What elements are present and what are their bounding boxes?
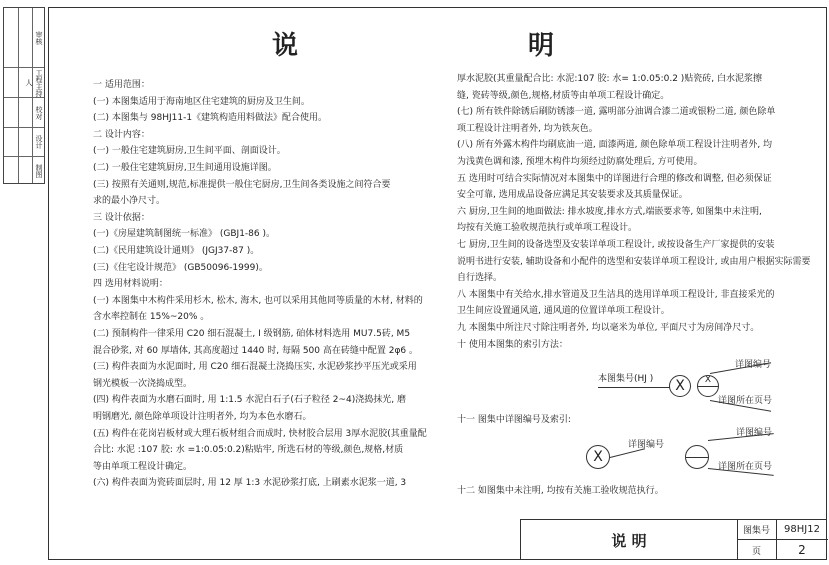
left-text-line: 一 适用范围： [93,80,150,90]
index-top-label: 详图编号 [735,360,772,370]
title-block-title: 说 明 [611,532,647,550]
right-text-line: 九 本图集中所注尺寸除注明者外, 均以毫米为单位, 平面尺寸为房间净尺寸。 [457,323,760,333]
detail-heading: 十一 图集中详图编号及索引: [457,415,571,425]
side-signature-strip [3,7,45,184]
page-heading-right: 明 [528,31,557,61]
index-atlas-label: 本图集号(HJ ) [598,374,654,384]
final-note: 十二 如图集中未注明, 均按有关施工验收规范执行。 [457,486,664,496]
left-text-line: 三 设计依据： [93,212,150,223]
right-text-line: 七 厨房,卫生间的设备选型及安装详单项工程设计, 或按设备生产厂家提供的安装 [457,240,775,250]
detail-top-label: 详图编号 [736,428,773,438]
side-cell: 校对 [4,98,44,128]
right-text-line: 六 厨房,卫生间的地面做法: 排水坡度,排水方式,端嵌要求等, 如图集中未注明, [457,206,762,217]
right-text-line: 项工程设计注明者外, 均为铁灰色。 [457,123,598,134]
left-text-line: (二) 一般住宅建筑厨房,卫生间通用设施详图。 [93,163,277,173]
left-text-line: (四) 构件表面为水磨石面时, 用 1:1.5 水泥白石子(石子粒径 2~4)浇捣抹光, 磨 [93,395,406,406]
left-text-line: 二 设计内容： [93,129,150,140]
page-heading-left: 说 [272,31,301,61]
left-text-line: 混合砂浆, 对 60 厚墙体, 其高度超过 1440 时, 每隔 500 高在砖缝中配置 2φ6 。 [93,345,418,356]
left-text-line: (二) 本图集与 98HJ11-1《建筑构造用料做法》配合使用。 [93,113,328,124]
index-circle-right-mark: X [704,375,712,385]
title-block [520,519,827,560]
right-text-line: 说明书进行安装, 辅助设备和小配件的选型和安装详单项工程设计, 或由用户根据实际需要 [457,256,811,267]
right-text-line: 缝, 瓷砖等级,颜色,规格,材质等由单项工程设计确定。 [457,90,670,101]
detail-mid-label: 详图编号 [628,440,665,450]
left-text-line: (二) 预制构件一律采用 C20 细石混凝土, Ⅰ 级钢筋, 砶体材料选用 MU7.5砖, M5 [93,329,411,339]
right-text-line: 五 选用时可结合实际情况对本图集中的详图进行合理的修改和调整, 但必须保证 [457,173,772,184]
left-text-line: 钢光模板一次浇捣成型。 [93,378,193,389]
page-number: 2 [798,543,806,557]
leader-line [598,387,670,388]
right-text-line: 安全可靠, 选用成品设备应满足其安装要求及其质量保证。 [457,190,688,201]
left-text-line: (三) 构件表面为水泥面时, 用 C20 细石混凝土浇捣压实, 水泥砂浆抄平压光或采用 [93,362,417,373]
right-text-line: 均按有关施工验收规范执行或单项工程设计。 [457,223,638,234]
atlas-label: 图集号 [742,526,770,536]
index-circle-left: X [669,375,691,397]
left-text-line: (六) 构件表面为瓷砖面层时, 用 12 厚 1:3 水泥砂浆打底, 上刷素水泥浆一道, 3 [93,478,407,489]
right-text-line: (八) 所有外露木构件均刷底油一道, 面漆两道, 颜色除单项工程设计注明者外, 均 [457,140,773,151]
right-text-line: 八 本图集中有关给水,排水管道及卫生洁具的选用详单项工程设计, 非直接采光的 [457,289,775,300]
left-text-line: (三)《住宅设计规范》 (GB50096-1999)。 [93,262,268,273]
detail-circle: X [586,445,610,469]
left-text-line: 求的最小净尺寸。 [93,196,166,207]
left-text-line: (五) 构件在花岗岩板材或大理石板材组合而成时, 快材胶合层用 3厚水泥胶(其重量配 [93,428,427,439]
right-text-line: 厚水泥胶(其重量配合比: 水泥:107 胶: 水= 1:0.05:0.2 )贴瓷砖, 白水泥浆擦 [457,74,763,84]
side-cell: 制图 [35,164,43,178]
right-text-line: 十 使用本图集的索引方法： [457,339,568,350]
detail-bottom-label: 详图所在页号 [718,462,773,472]
right-text-line: (七) 所有铁件除锈后刷防锈漆一道, 露明部分油调合漆二道或银粉二道, 颜色除单 [457,107,776,118]
side-cell: 设计 [4,128,44,157]
left-text-line: (一) 一般住宅建筑厨房,卫生间平面、剖面设计。 [93,146,286,157]
left-text-line: 四 选用材料说明： [93,279,168,290]
atlas-number: 98HJ12 [784,524,820,535]
left-text-line: 含水率控制在 15%~20% 。 [93,312,210,323]
right-text-line: 为浅黄色调和漆, 预埋木构件均须经过防腐处理后, 方可使用。 [457,157,703,167]
side-cell: 工程主持人 [4,68,44,98]
left-text-line: (一) 本图集中木构件采用杉木, 松木, 海木, 也可以采用其他同等质量的木材, 材料的 [93,295,423,306]
left-text-line: 等由单项工程设计确定。 [93,461,193,472]
left-text-line: 合比: 水泥 :107 胶: 水 =1:0.05:0.2)粘贴牢, 所选石材的等级,颜色,规格,材质 [93,445,404,456]
index-bottom-label: 详图所在页号 [718,396,773,406]
left-text-line: 明钢磨光, 颜色除单项设计注明者外, 均为本色水磨石。 [93,412,312,422]
left-text-line: (三) 按照有关通则,规范,标准提供一般住宅厨房,卫生间各类设施之间符合要 [93,179,391,190]
left-text-line: (一)《房屋建筑制图统一标准》 (GBJ1-86 )。 [93,229,275,240]
right-text-line: 自行选择。 [457,273,503,284]
side-cell: 审核 [4,8,44,68]
index-circle-right [697,375,719,397]
detail-circle-split [685,445,709,469]
page-label: 页 [751,546,761,557]
right-text-line: 卫生间应设置通风道, 通风道的位置详单项工程设计。 [457,306,670,317]
left-text-line: (一) 本图集适用于海南地区住宅建筑的厨房及卫生间。 [93,96,310,107]
left-text-line: (二)《民用建筑设计通则》 (JGJ37-87 )。 [93,246,260,256]
